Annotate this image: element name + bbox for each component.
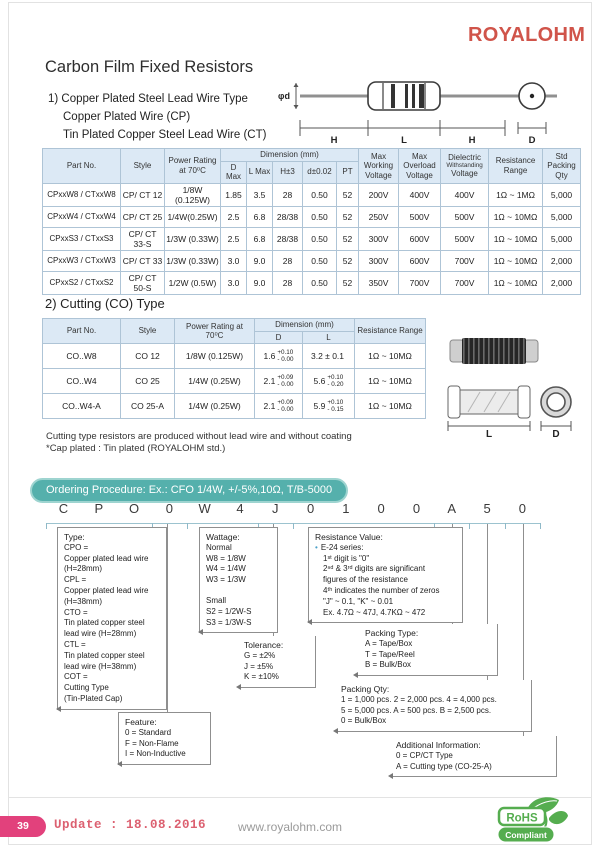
table-cell: 600V xyxy=(399,250,441,271)
table-cell: 1/8W (0.125W) xyxy=(175,344,255,369)
cutting-note: Cutting type resistors are produced without lead wire and without coating xyxy=(46,431,352,442)
text-line: Ex. 4.7Ω ~ 47J, 4.7KΩ ~ 472 xyxy=(323,607,426,617)
table-cell: 0.50 xyxy=(303,183,337,206)
cp-ct-spec-table xyxy=(42,148,581,295)
dim-h-left-label: H xyxy=(330,135,338,146)
resistor-dimension-diagram xyxy=(275,78,597,146)
col-header-max-working: Max Working Voltage xyxy=(359,149,399,184)
text-line: CPO = xyxy=(64,542,89,552)
table-cell: 2,000 xyxy=(543,250,581,271)
table-cell: 1/3W (0.33W) xyxy=(165,227,221,250)
text-line: 0 = Standard xyxy=(125,727,172,737)
underline-tick xyxy=(46,523,47,529)
arrow-tip-icon xyxy=(56,706,61,712)
page-title: Carbon Film Fixed Resistors xyxy=(45,58,254,76)
text-line: (Tin-Plated Cap) xyxy=(64,693,123,703)
table-cell: 5,000 xyxy=(543,183,581,206)
arrow-tip-icon xyxy=(117,761,122,767)
table-cell: CPxxS2 / CTxxS2 xyxy=(43,271,121,294)
wattage-legend-title: Wattage: xyxy=(206,532,240,542)
table-cell: 1Ω ~ 10MΩ xyxy=(489,206,543,227)
table-cell: CO 25-A xyxy=(121,394,175,419)
resistance-value-legend-box xyxy=(308,527,463,623)
e24-series-line: • E-24 series: xyxy=(315,542,364,552)
text-line: CPL = xyxy=(64,575,87,585)
underline-tick xyxy=(505,523,506,529)
ordering-code-row xyxy=(46,501,540,516)
text-line: CTO = xyxy=(64,607,88,617)
table-cell: 5,000 xyxy=(543,227,581,250)
text-line: CTL = xyxy=(64,639,86,649)
tolerance-legend-box xyxy=(238,636,316,688)
text-line: J xyxy=(272,501,279,516)
dielectric-line2: Withstanding xyxy=(446,162,483,170)
table-row xyxy=(43,206,581,227)
table-cell: 28 xyxy=(273,183,303,206)
text-line: F = Non-Flame xyxy=(125,738,179,748)
table-cell: 1Ω ~ 10MΩ xyxy=(355,394,426,419)
table-cell: 52 xyxy=(337,250,359,271)
text-line: C xyxy=(58,501,69,516)
text-line: (H=38mm) xyxy=(64,596,103,606)
text-line: T = Tape/Reel xyxy=(365,649,415,659)
table-cell: 2.5 xyxy=(221,227,247,250)
section1-line3: Tin Plated Copper Steel Lead Wire (CT) xyxy=(63,129,267,141)
text-line: lead wire (H=28mm) xyxy=(64,629,137,639)
feature-legend-box xyxy=(118,712,211,765)
table-cell: 1/4W (0.25W) xyxy=(175,369,255,394)
col-header-power: Power Rating at 70⁰C xyxy=(165,149,221,184)
connector-line-feature xyxy=(167,524,168,712)
text-line: W xyxy=(198,501,211,516)
table-cell: 52 xyxy=(337,183,359,206)
text-line: 2ⁿᵈ & 3ʳᵈ digits are significant xyxy=(323,564,426,574)
brand-logo: ROYALOHM xyxy=(468,24,586,46)
table-cell: 0.50 xyxy=(303,250,337,271)
sub-header-l-max: L Max xyxy=(247,161,273,183)
table-row xyxy=(43,369,426,394)
text-line: 1ˢᵗ digit is "0" xyxy=(323,553,370,563)
table-cell: CO..W4-A xyxy=(43,394,121,419)
table-cell: 1/4W(0.25W) xyxy=(165,206,221,227)
tolerance-legend-title: Tolerance: xyxy=(244,640,284,650)
table-cell: 500V xyxy=(441,227,489,250)
text-line: 1 = 1,000 pcs. 2 = 2,000 pcs. 4 = 4,000 pcs. xyxy=(341,694,497,704)
table-cell: 2,000 xyxy=(543,271,581,294)
section1-line2: Copper Plated Wire (CP) xyxy=(63,111,191,123)
table-cell: CO..W4 xyxy=(43,369,121,394)
table-cell: CP/ CT 50-S xyxy=(121,271,165,294)
table-cell: 400V xyxy=(441,183,489,206)
sub-header-d-max: D Max xyxy=(221,161,247,183)
table-cell: 3.2 ± 0.1 xyxy=(303,344,355,369)
text-line: Tin plated copper steel xyxy=(64,650,145,660)
underline-tick xyxy=(293,523,294,529)
table-cell: 52 xyxy=(337,271,359,294)
table-cell: 52 xyxy=(337,227,359,250)
sub-header-h: H±3 xyxy=(273,161,303,183)
co-header-style: Style xyxy=(121,319,175,344)
table-cell: 28 xyxy=(273,250,303,271)
table-cell: 9.0 xyxy=(247,271,273,294)
underline-tick xyxy=(540,523,541,529)
type-legend-box xyxy=(57,527,167,710)
text-line: 1 xyxy=(342,501,350,516)
table-cell: 400V xyxy=(399,183,441,206)
col-header-packing-qty: Std Packing Qty xyxy=(543,149,581,184)
col-header-style: Style xyxy=(121,149,165,184)
text-line: G = ±2% xyxy=(244,650,276,660)
text-line: W8 = 1/8W xyxy=(206,553,246,563)
table-cell: 200V xyxy=(359,183,399,206)
co-drawing-cap-right xyxy=(518,386,530,418)
text-line: A = Cutting type (CO-25-A) xyxy=(396,761,492,771)
text-line: W3 = 1/3W xyxy=(206,575,246,585)
text-line: 4ᵗʰ indicates the number of zeros xyxy=(323,585,440,595)
text-line: "J" ~ 0.1, "K" ~ 0.01 xyxy=(323,596,394,606)
text-line: K = ±10% xyxy=(244,672,279,682)
text-line: A xyxy=(447,501,457,516)
table-cell: 28/38 xyxy=(273,227,303,250)
arrow-tip-icon xyxy=(198,629,203,635)
text-line: COT = xyxy=(64,672,88,682)
table-cell: 3.0 xyxy=(221,271,247,294)
co-photo-cap-left xyxy=(450,340,464,362)
text-line: 4 xyxy=(236,501,244,516)
type-legend-title: Type: xyxy=(64,532,85,542)
table-cell: 300V xyxy=(359,227,399,250)
text-line: 0 xyxy=(306,501,315,516)
table-cell: CO..W8 xyxy=(43,344,121,369)
dim-d-label: D xyxy=(528,135,536,146)
table-cell: 1Ω ~ 10MΩ xyxy=(489,271,543,294)
text-line: 0 xyxy=(518,501,526,516)
text-line: Copper plated lead wire xyxy=(64,585,149,595)
text-line: O xyxy=(129,501,140,516)
co-header-resistance-range: Resistance Range xyxy=(355,319,426,344)
arrow-tip-icon xyxy=(307,619,312,625)
ordering-procedure-banner: Ordering Procedure: Ex.: CFO 1/4W, +/-5%,10Ω, T/B-5000 xyxy=(30,478,348,503)
table-cell: 250V xyxy=(359,206,399,227)
co-photo-cap-right xyxy=(524,340,538,362)
table-row xyxy=(43,271,581,294)
section2-heading: 2) Cutting (CO) Type xyxy=(45,296,165,311)
text-line: P xyxy=(94,501,104,516)
col-header-dielectric xyxy=(441,149,489,184)
co-sub-header-d: D xyxy=(255,331,303,344)
packing-qty-title: Packing Qty: xyxy=(341,684,390,694)
text-line: figures of the resistance xyxy=(323,575,408,585)
col-header-dimension-group: Dimension (mm) xyxy=(221,149,359,162)
table-cell: 700V xyxy=(441,271,489,294)
table-cell: CPxxW8 / CTxxW8 xyxy=(43,183,121,206)
table-cell: 52 xyxy=(337,206,359,227)
table-cell: 5.6 +0.10 - 0.20 xyxy=(303,369,355,394)
arrow-tip-icon xyxy=(388,773,393,779)
bullet-icon: • xyxy=(315,542,318,552)
table-cell: 700V xyxy=(399,271,441,294)
text-line: Normal xyxy=(206,542,232,552)
compliant-text: Compliant xyxy=(505,830,547,840)
page-number-badge: 39 xyxy=(0,816,46,837)
table-cell: 1Ω ~ 10MΩ xyxy=(489,227,543,250)
text-line xyxy=(206,586,272,596)
text-line: 0 = CP/CT Type xyxy=(396,750,453,760)
table-cell: 2.5 xyxy=(221,206,247,227)
table-cell: 500V xyxy=(441,206,489,227)
feature-title: Feature: xyxy=(125,717,157,727)
dim-l-label: L xyxy=(401,135,407,146)
co-dim-l-label: L xyxy=(485,429,493,438)
table-cell: CP/ CT 33-S xyxy=(121,227,165,250)
table-cell: CP/ CT 25 xyxy=(121,206,165,227)
table-cell: 9.0 xyxy=(247,250,273,271)
sub-header-pt: PT xyxy=(337,161,359,183)
table-row xyxy=(43,183,581,206)
section1-heading xyxy=(48,90,266,144)
table-cell: 0.50 xyxy=(303,271,337,294)
additional-info-legend-box xyxy=(390,736,557,777)
rohs-compliant-logo xyxy=(497,794,569,846)
arrow-tip-icon xyxy=(333,728,338,734)
text-line: 0 xyxy=(165,501,173,516)
table-cell: 1/8W (0.125W) xyxy=(165,183,221,206)
arrow-tip-icon xyxy=(353,672,358,678)
co-spec-table xyxy=(42,318,426,419)
text-line: I = Non-Inductive xyxy=(125,749,186,759)
table-cell: 2.1 +0.09 - 0.00 xyxy=(255,394,303,419)
update-date: Update : 18.08.2016 xyxy=(54,818,207,832)
co-photo-body xyxy=(462,338,526,364)
table-cell: 1/4W (0.25W) xyxy=(175,394,255,419)
table-cell: 2.1 +0.09 - 0.00 xyxy=(255,369,303,394)
table-cell: 5,000 xyxy=(543,206,581,227)
phi-d-label: φd xyxy=(278,91,290,101)
text-line: lead wire (H=38mm) xyxy=(64,661,137,671)
table-cell: 6.8 xyxy=(247,206,273,227)
sub-header-d-tol: d±0.02 xyxy=(303,161,337,183)
packing-type-title: Packing Type: xyxy=(365,628,419,638)
text-line: Copper plated lead wire xyxy=(64,553,149,563)
table-row xyxy=(43,394,426,419)
underline-tick xyxy=(187,523,188,529)
table-cell: CPxxS3 / CTxxS3 xyxy=(43,227,121,250)
table-cell: 300V xyxy=(359,250,399,271)
co-resistor-illustrations xyxy=(440,330,580,438)
co-header-part-no: Part No. xyxy=(43,319,121,344)
arrow-tip-icon xyxy=(236,684,241,690)
table-row xyxy=(43,250,581,271)
table-cell: 1.85 xyxy=(221,183,247,206)
col-header-max-overload: Max Overload Voltage xyxy=(399,149,441,184)
table-cell: 1/2W (0.5W) xyxy=(165,271,221,294)
co-header-power: Power Rating at 70⁰C xyxy=(175,319,255,344)
text-line: S3 = 1/3W-S xyxy=(206,617,252,627)
text-line: 0 xyxy=(377,501,385,516)
table-cell: CPxxW3 / CTxxW3 xyxy=(43,250,121,271)
additional-info-title: Additional Information: xyxy=(396,740,481,750)
table-cell: 1.6 +0.10 - 0.00 xyxy=(255,344,303,369)
co-sub-header-l: L xyxy=(303,331,355,344)
table-cell: 28 xyxy=(273,271,303,294)
section1-line1: 1) Copper Plated Steel Lead Wire Type xyxy=(48,93,248,105)
table-cell: 0.50 xyxy=(303,206,337,227)
resistance-value-title: Resistance Value: xyxy=(315,532,383,542)
dim-h-right-label: H xyxy=(468,135,476,146)
table-row xyxy=(43,344,426,369)
table-cell: 350V xyxy=(359,271,399,294)
packing-qty-legend-box xyxy=(335,680,532,732)
table-cell: 28/38 xyxy=(273,206,303,227)
table-cell: 1Ω ~ 1MΩ xyxy=(489,183,543,206)
text-line: 5 = 5,000 pcs. A = 500 pcs. B = 2,500 pcs. xyxy=(341,705,492,715)
text-line: (H=28mm) xyxy=(64,564,103,574)
table-cell: 500V xyxy=(399,206,441,227)
table-cell: CPxxW4 / CTxxW4 xyxy=(43,206,121,227)
wattage-legend-box xyxy=(199,527,278,633)
text-line: Small xyxy=(206,595,227,605)
dielectric-line1: Dielectric xyxy=(448,152,481,162)
co-header-dimension-group: Dimension (mm) xyxy=(255,319,355,332)
packing-type-legend-box xyxy=(355,624,498,676)
text-line: Tin plated copper steel xyxy=(64,618,145,628)
table-cell: CO 12 xyxy=(121,344,175,369)
table-cell: CP/ CT 12 xyxy=(121,183,165,206)
text-line: 0 = Bulk/Box xyxy=(341,716,387,726)
table-cell: CP/ CT 33 xyxy=(121,250,165,271)
text-line: 5 xyxy=(483,501,491,516)
rohs-text: RoHS xyxy=(506,812,538,825)
table-cell: 0.50 xyxy=(303,227,337,250)
text-line: W4 = 1/4W xyxy=(206,564,246,574)
table-cell: 600V xyxy=(399,227,441,250)
co-end-view-inner xyxy=(547,393,565,411)
table-cell: 1Ω ~ 10MΩ xyxy=(489,250,543,271)
table-cell: 3.0 xyxy=(221,250,247,271)
table-cell: 700V xyxy=(441,250,489,271)
website-url: www.royalohm.com xyxy=(237,820,343,834)
leaf-icon xyxy=(549,811,568,824)
text-line: S2 = 1/2W-S xyxy=(206,606,252,616)
col-header-resistance-range: Resistance Range xyxy=(489,149,543,184)
table-cell: 5.9 +0.10 - 0.15 xyxy=(303,394,355,419)
text-line: A = Tape/Box xyxy=(365,638,413,648)
table-cell: 6.8 xyxy=(247,227,273,250)
cap-plated-note: *Cap plated : Tin plated (ROYALOHM std.) xyxy=(46,443,226,454)
table-cell: CO 25 xyxy=(121,369,175,394)
text-line: 0 xyxy=(412,501,421,516)
table-cell: 1Ω ~ 10MΩ xyxy=(355,344,426,369)
table-cell: 1/3W (0.33W) xyxy=(165,250,221,271)
underline-tick xyxy=(469,523,470,529)
dielectric-line3: Voltage xyxy=(451,169,478,179)
co-drawing-cap-left xyxy=(448,386,460,418)
col-header-part-no: Part No. xyxy=(43,149,121,184)
text-line: B = Bulk/Box xyxy=(365,660,412,670)
co-dim-d-label: D xyxy=(552,429,560,438)
text-line: Cutting Type xyxy=(64,683,109,693)
text-line: J = ±5% xyxy=(244,661,274,671)
table-cell: 1Ω ~ 10MΩ xyxy=(355,369,426,394)
table-cell: 3.5 xyxy=(247,183,273,206)
table-row xyxy=(43,227,581,250)
